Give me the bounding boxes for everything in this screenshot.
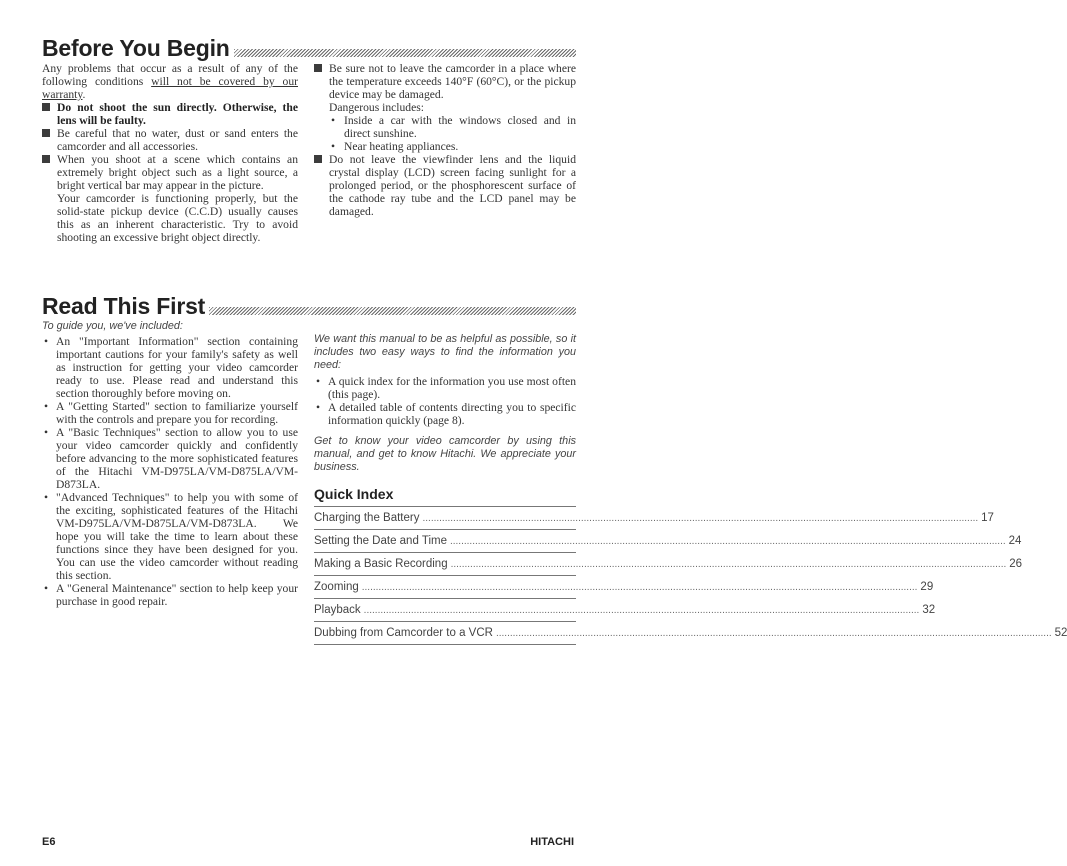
quick-index-row	[314, 507, 994, 530]
read-left-column	[42, 320, 298, 608]
before-right-column	[314, 62, 576, 218]
quick-index-row	[314, 576, 934, 599]
quick-index-title: Quick Index	[314, 486, 394, 502]
square-bullet-icon	[42, 155, 50, 163]
read-this-first-heading	[42, 288, 576, 318]
warranty-intro: Any problems that occur as a result of any of the following conditions will not be covered by our warranty.	[42, 62, 298, 101]
quick-index-label: Zooming	[314, 581, 359, 593]
quick-index-label: Making a Basic Recording	[314, 558, 448, 570]
quick-index-label: Playback	[314, 604, 361, 616]
caution-continuation: Your camcorder is functioning properly, but the solid-state pickup device (C.C.D) usually causes this as an inherent characteristic. Try to avoid shooting an excessive bright object directly.	[57, 192, 298, 244]
before-you-begin-heading	[42, 30, 576, 60]
bullet-icon: •	[44, 335, 49, 348]
quick-index-label: Dubbing from Camcorder to a VCR	[314, 627, 493, 639]
manual-outro: Get to know your video camcorder by using this manual, and get to know Hitachi. We appreciate your business.	[314, 435, 576, 473]
quick-index-label: Charging the Battery	[314, 512, 420, 524]
bullet-icon: •	[44, 426, 49, 439]
quick-index-page: 17	[981, 512, 994, 524]
square-bullet-icon	[314, 64, 322, 72]
caution-item: When you shoot at a scene which contains an extremely bright object such as a light source, a bright vertical bar may appear in the picture.	[42, 153, 298, 192]
bullet-icon: •	[44, 491, 49, 504]
bullet-icon: •	[44, 582, 49, 595]
guide-bullet: • A "General Maintenance" section to help keep your purchase in good repair.	[44, 582, 298, 608]
danger-bullet: • Inside a car with the windows closed and in direct sunshine.	[331, 114, 576, 140]
title-rule	[234, 49, 576, 57]
manual-intro: We want this manual to be as helpful as possible, so it includes two easy ways to find the information you need:	[314, 333, 576, 371]
quick-index-page: 26	[1009, 558, 1023, 570]
warranty-underline: will not be covered by our warranty	[42, 75, 298, 101]
feature-bullet: • A quick index for the information you use most often (this page).	[316, 375, 576, 401]
quick-index-label: Setting the Date and Time	[314, 535, 447, 547]
dot-leader: ........................................................................................................................................................................................................	[495, 628, 1052, 639]
bullet-icon: •	[331, 140, 336, 153]
quick-index	[314, 486, 1067, 645]
section-title: Before You Begin	[42, 35, 230, 61]
caution-item: Do not shoot the sun directly. Otherwise, the lens will be faulty.	[42, 101, 298, 127]
title-rule	[209, 307, 576, 315]
guide-bullet: • An "Important Information" section containing important cautions for your family's safety as well as instruction for getting your video camcorder ready to use. Please read and understand this section thoroughly before moving on.	[44, 335, 298, 400]
guide-bullet: • A "Getting Started" section to familiarize yourself with the controls and prepare you for recording.	[44, 400, 298, 426]
section-title: Read This First	[42, 293, 206, 319]
bullet-icon: •	[316, 401, 321, 414]
caution-item: Be sure not to leave the camcorder in a place where the temperature exceeds 140°F (60°C), or the pickup device may be damaged.	[314, 62, 576, 101]
quick-index-page: 24	[1008, 535, 1022, 547]
quick-index-page: 29	[920, 581, 934, 593]
quick-index-row	[314, 553, 1023, 576]
quick-index-page: 32	[922, 604, 936, 616]
caution-item: Be careful that no water, dust or sand enters the camcorder and all accessories.	[42, 127, 298, 153]
bullet-icon: •	[44, 400, 49, 413]
dot-leader: ........................................................................................................................................................................................................	[450, 559, 1007, 570]
quick-index-row	[314, 599, 936, 622]
bullet-icon: •	[331, 114, 336, 127]
dot-leader: ........................................................................................................................................................................................................	[449, 536, 1006, 547]
quick-index-row	[314, 622, 1067, 645]
quick-index-page: 52	[1054, 627, 1067, 639]
read-right-column	[314, 333, 1067, 645]
read-subtitle: To guide you, we've included:	[42, 320, 183, 332]
guide-bullet: • "Advanced Techniques" to help you with some of the exciting, sophisticated features of the Hitachi VM-D975LA/VM-D875LA/VM-D873LA. We hope you will take the time to learn about these functions since they have been designed for you. You can use the video camcorder without reading this section.	[44, 491, 298, 582]
guide-bullet: • A "Basic Techniques" section to allow you to use your video camcorder quickly and confidently before advancing to the more sophisticated features of the Hitachi VM-D975LA/VM-D875LA/VM-D873LA.	[44, 426, 298, 491]
dangerous-label: Dangerous includes:	[329, 101, 424, 114]
brand-logo: HITACHI	[530, 836, 574, 848]
page-number: E6	[42, 836, 56, 848]
square-bullet-icon	[314, 155, 322, 163]
dot-leader: ........................................................................................................................................................................................................	[422, 513, 979, 524]
quick-index-row	[314, 530, 1022, 553]
before-left-column	[42, 62, 298, 244]
bullet-icon: •	[316, 375, 321, 388]
dot-leader: ........................................................................................................................................................................................................	[361, 582, 918, 593]
feature-bullet: • A detailed table of contents directing you to specific information quickly (page 8).	[316, 401, 576, 427]
square-bullet-icon	[42, 103, 50, 111]
square-bullet-icon	[42, 129, 50, 137]
danger-bullet: • Near heating appliances.	[331, 140, 459, 153]
caution-item: Do not leave the viewfinder lens and the liquid crystal display (LCD) screen facing sunlight for a prolonged period, or the phosphorescent surface of the cathode ray tube and the LCD panel may be damaged.	[314, 153, 576, 218]
dot-leader: ........................................................................................................................................................................................................	[363, 605, 920, 616]
